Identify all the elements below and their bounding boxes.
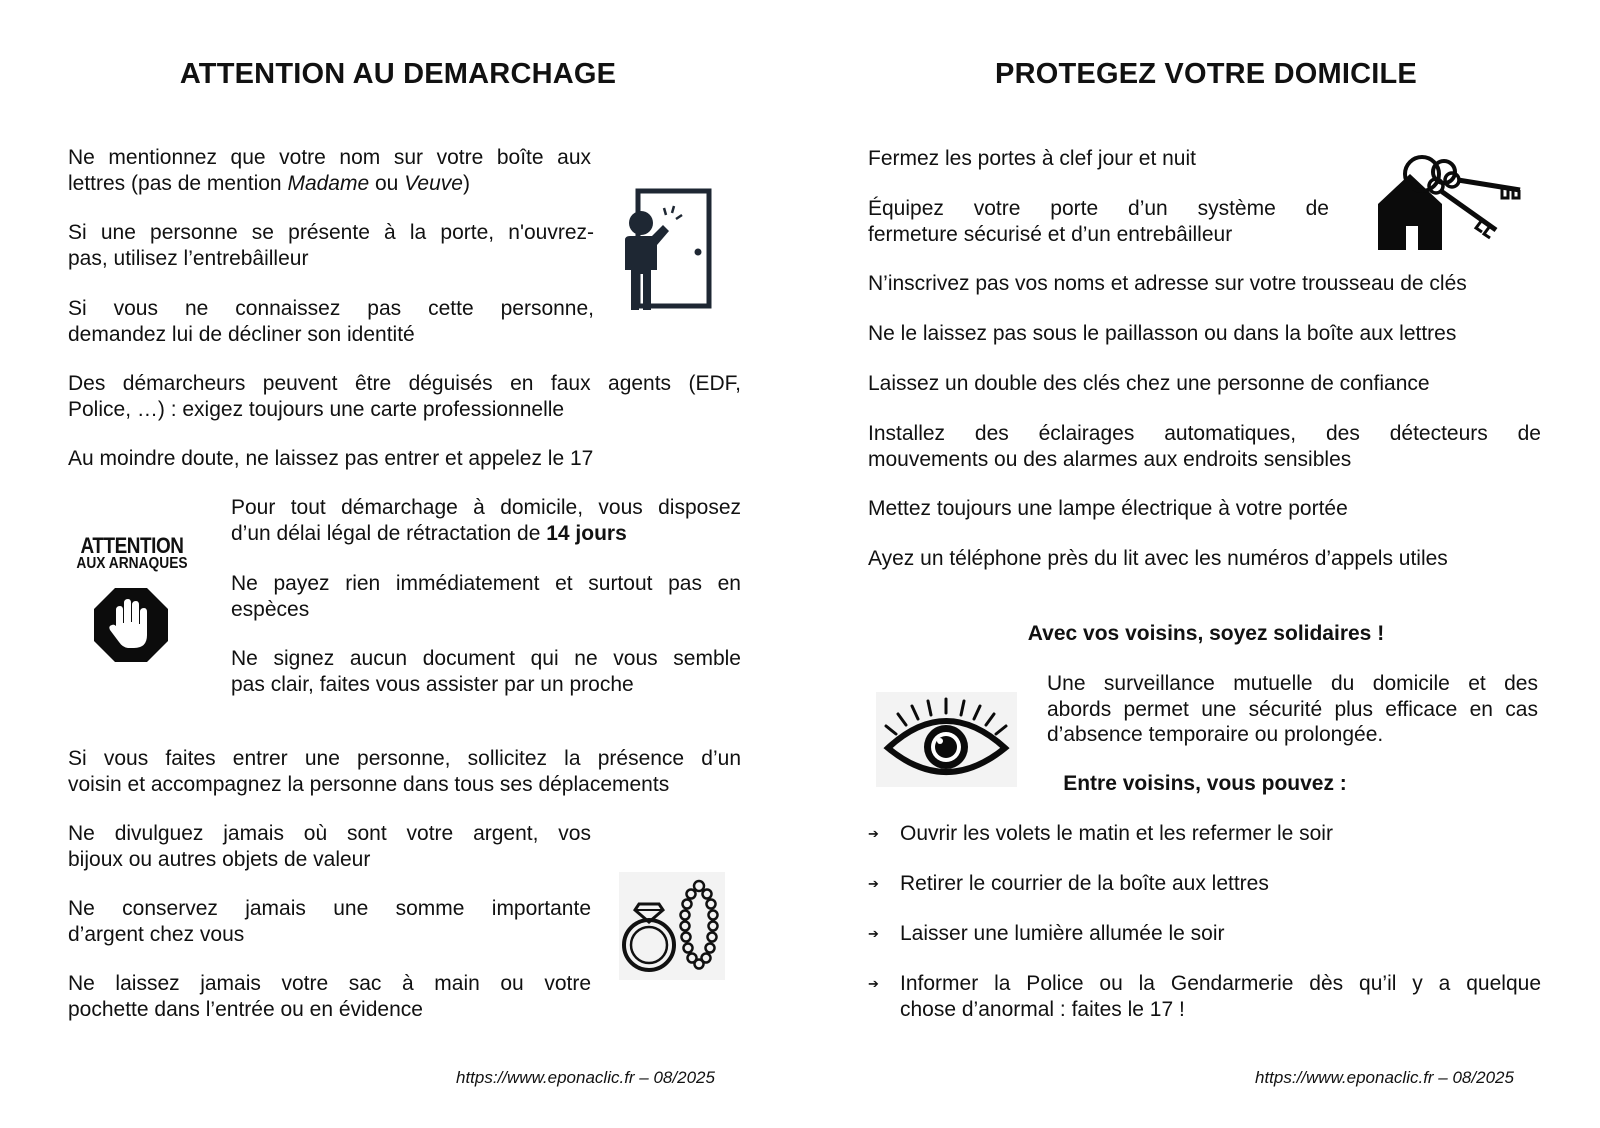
text: bijoux ou autres objets de valeur — [68, 848, 371, 871]
door-knock-icon — [620, 186, 716, 316]
right-footer-link[interactable]: https://www.eponaclic.fr – 08/2025 — [1255, 1068, 1514, 1087]
list-item-police-2 — [900, 997, 1185, 1023]
paragraph-retraction-2 — [231, 521, 627, 547]
paragraph-spare-keys — [868, 371, 1430, 397]
text: Mettez toujours une lampe électrique à votre portée — [868, 497, 1348, 520]
text: Ayez un téléphone près du lit avec les numéros d’appels utiles — [868, 547, 1448, 570]
jewelry-icon — [619, 872, 725, 980]
stop-hand-icon — [92, 586, 170, 664]
text: Madame — [287, 172, 370, 195]
text: Fermez les portes à clef jour et nuit — [868, 147, 1196, 170]
between-neighbors-heading: Entre voisins, vous pouvez : — [1063, 772, 1347, 795]
text: pas clair, faites vous assister par un proche — [231, 673, 634, 696]
paragraph-doormat — [868, 321, 1456, 347]
text: Police, …) : exigez toujours une carte professionnelle — [68, 398, 565, 421]
text: Au moindre doute, ne laissez pas entrer et appelez le 17 — [68, 447, 594, 470]
text: Ne mentionnez que votre nom sur votre boîte aux — [68, 146, 591, 169]
text: Informer la Police ou la Gendarmerie dès qu’il y a quelque — [900, 972, 1541, 995]
text: fermeture sécurisé et d’un entrebâilleur — [868, 223, 1233, 246]
text: voisin et accompagnez la personne dans tous ses déplacements — [68, 773, 670, 796]
left-title: ATTENTION AU DEMARCHAGE — [179, 58, 617, 90]
text: Si vous faites entrer une personne, sollicitez la présence d’un — [68, 747, 741, 770]
text: Ne conservez jamais une somme importante — [68, 897, 591, 920]
paragraph-handbag-2 — [68, 997, 423, 1023]
text: Si vous ne connaissez pas cette personne, — [68, 297, 594, 320]
text: Ne payez rien immédiatement et surtout pas en — [231, 572, 741, 595]
text: N’inscrivez pas vos noms et adresse sur votre trousseau de clés — [868, 272, 1467, 295]
paragraph-phone — [868, 546, 1448, 572]
text: lettres (pas de mention — [68, 172, 288, 195]
paragraph-surveillance-3 — [1047, 722, 1383, 748]
text: Retirer le courrier de la boîte aux lettres — [900, 872, 1269, 895]
paragraph-money-2 — [68, 922, 244, 948]
text: espèces — [231, 598, 310, 621]
paragraph-valuables-2 — [68, 847, 370, 873]
paragraph-equip-door-2 — [868, 222, 1232, 248]
text: mouvements ou des alarmes aux endroits sensibles — [868, 448, 1352, 471]
list-item-mail — [900, 871, 1269, 897]
paragraph-identity-2 — [68, 322, 415, 348]
paragraph-lighting-2 — [868, 447, 1351, 473]
text: Ne laissez jamais votre sac à main ou votre — [68, 972, 591, 995]
text: d’absence temporaire ou prolongée. — [1047, 723, 1384, 746]
text: Ne divulguez jamais où sont votre argent, vos — [68, 822, 591, 845]
text: Laisser une lumière allumée le soir — [900, 922, 1225, 945]
text: d’un délai légal de rétractation de — [231, 522, 547, 545]
text: d’argent chez vous — [68, 923, 245, 946]
paragraph-mailbox-2 — [68, 171, 470, 197]
neighbors-heading: Avec vos voisins, soyez solidaires ! — [1027, 622, 1385, 645]
arrow-bullet-icon: ➔ — [868, 926, 879, 941]
text: Ne signez aucun document qui ne vous semble — [231, 647, 741, 670]
paragraph-lock-doors — [868, 146, 1196, 172]
text: Une surveillance mutuelle du domicile et des — [1047, 672, 1538, 695]
list-item-shutters — [900, 821, 1333, 847]
text: Laissez un double des clés chez une personne de confiance — [868, 372, 1430, 395]
paragraph-fake-agents-2 — [68, 397, 564, 423]
text: Des démarcheurs peuvent être déguisés en faux agents (EDF, — [68, 372, 741, 395]
arrow-bullet-icon: ➔ — [868, 826, 879, 841]
text: Veuve — [404, 172, 463, 195]
text: pochette dans l’entrée ou en évidence — [68, 998, 423, 1021]
arrow-bullet-icon: ➔ — [868, 876, 879, 891]
text: ou — [369, 172, 405, 195]
paragraph-door-2 — [68, 246, 308, 272]
eye-icon — [876, 692, 1017, 787]
text: chose d’anormal : faites le 17 ! — [900, 998, 1185, 1021]
arrow-bullet-icon: ➔ — [868, 976, 879, 991]
text: demandez lui de décliner son identité — [68, 323, 415, 346]
text: Si une personne se présente à la porte, n'ouvrez- — [68, 221, 594, 244]
text: Équipez votre porte d’un système de — [868, 197, 1329, 220]
text: 14 jours — [546, 522, 627, 545]
house-keys-icon — [1374, 152, 1526, 258]
right-title: PROTEGEZ VOTRE DOMICILE — [995, 58, 1417, 90]
text: Ne le laissez pas sous le paillasson ou dans la boîte aux lettres — [868, 322, 1457, 345]
text: Ouvrir les volets le matin et les refermer le soir — [900, 822, 1333, 845]
list-item-light — [900, 921, 1225, 947]
text: pas, utilisez l’entrebâilleur — [68, 247, 309, 270]
scam-text-2: AUX ARNAQUES — [76, 555, 188, 572]
paragraph-no-names — [868, 271, 1467, 297]
paragraph-lamp — [868, 496, 1348, 522]
paragraph-sign-2 — [231, 672, 634, 698]
left-footer-link[interactable]: https://www.eponaclic.fr – 08/2025 — [456, 1068, 715, 1087]
scam-text-1: ATTENTION — [80, 533, 184, 558]
paragraph-pay-2 — [231, 597, 309, 623]
paragraph-doubt — [68, 446, 593, 472]
text: Installez des éclairages automatiques, des détecteurs de — [868, 422, 1541, 445]
paragraph-neighbor-2 — [68, 772, 669, 798]
text: ) — [462, 172, 470, 195]
text: abords permet une sécurité plus efficace en cas — [1047, 698, 1538, 721]
text: Pour tout démarchage à domicile, vous disposez — [231, 496, 741, 519]
scam-warning-icon — [66, 533, 198, 663]
